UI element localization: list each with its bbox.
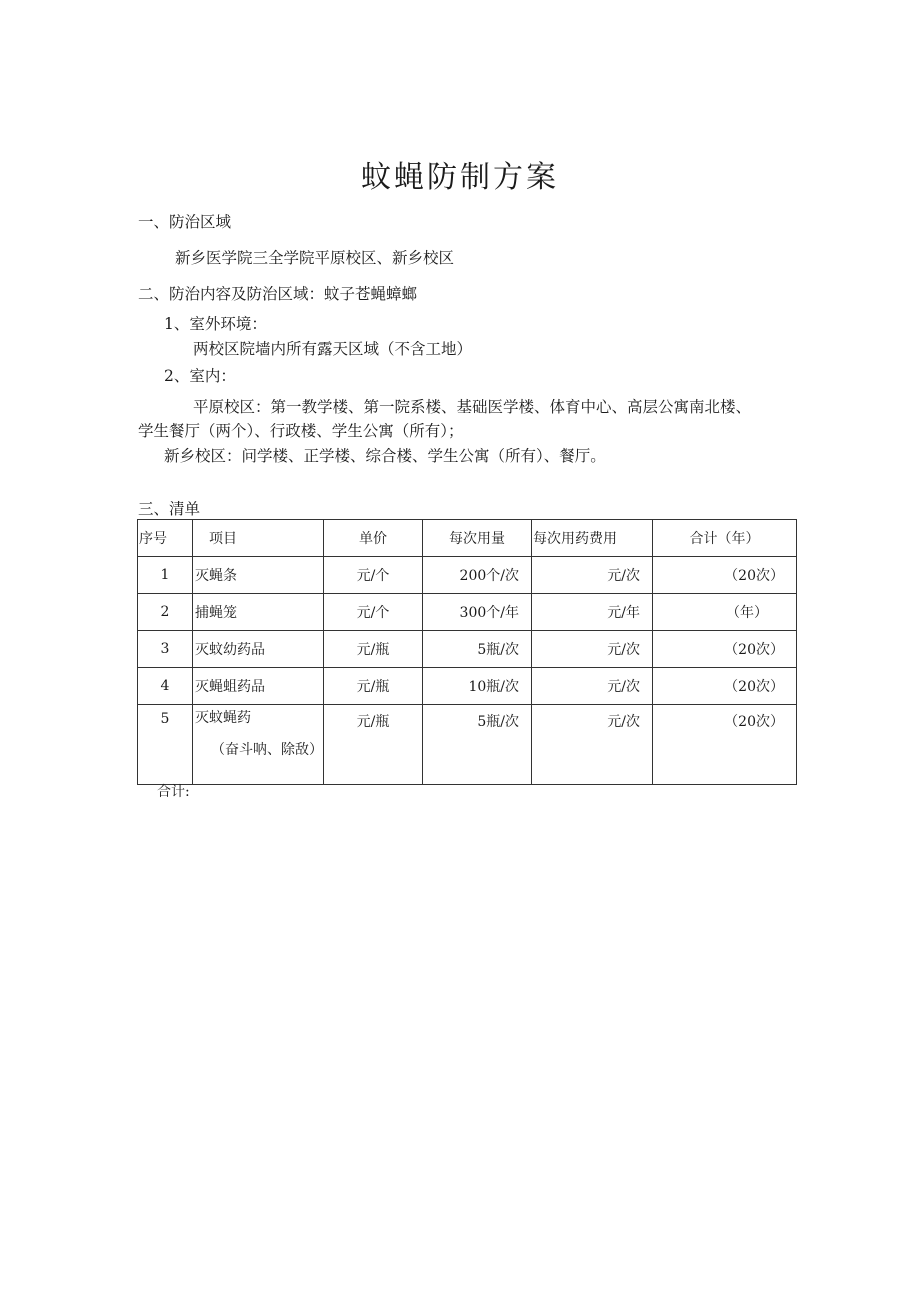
header-cell: 每次用量: [423, 520, 532, 557]
row-item: 灭蚊蝇药: [195, 710, 251, 726]
section-1-text: 新乡医学院三全学院平原校区、新乡校区: [175, 249, 455, 267]
section-1-heading: 一、防治区域: [138, 213, 232, 231]
row-price: 元/瓶: [324, 631, 423, 668]
header-cell: 单价: [324, 520, 423, 557]
header-cell: 每次用药费用: [532, 520, 653, 557]
row-number: 3: [138, 631, 193, 668]
row-cost: 元/次: [532, 668, 653, 705]
header-cell: 序号: [138, 520, 193, 557]
section-2-heading: 二、防治内容及防治区域：蚊子苍蝇蟑螂: [138, 285, 418, 303]
row-total: （20次）: [653, 705, 797, 785]
row-total: （20次）: [653, 631, 797, 668]
checklist-table: [137, 519, 797, 785]
row-item-note: （奋斗呐、除敌）: [211, 742, 323, 758]
row-item: 灭蝇条: [193, 557, 324, 594]
table-row: [138, 705, 797, 785]
row-number: 1: [138, 557, 193, 594]
row-quantity: 200个/次: [423, 557, 532, 594]
section-3-heading: 三、清单: [138, 500, 201, 518]
section-2-item-1-text: 两校区院墙内所有露天区域（不含工地）: [193, 340, 473, 358]
row-total: （年）: [653, 594, 797, 631]
row-price: 元/瓶: [324, 668, 423, 705]
row-cost: 元/次: [532, 705, 653, 785]
row-quantity: 5瓶/次: [423, 705, 532, 785]
row-item: 灭蚊幼药品: [193, 631, 324, 668]
row-quantity: 5瓶/次: [423, 631, 532, 668]
table-row: [138, 668, 797, 705]
table-row: [138, 594, 797, 631]
row-item-cell: [193, 705, 324, 785]
row-price: 元/瓶: [324, 705, 423, 785]
table-row: [138, 631, 797, 668]
document-title: 蚊蝇防制方案: [361, 160, 559, 195]
row-total: （20次）: [653, 668, 797, 705]
row-total: （20次）: [653, 557, 797, 594]
row-cost: 元/次: [532, 557, 653, 594]
section-2-item-2-line-2: 学生餐厅（两个）、行政楼、学生公寓（所有）；: [138, 422, 464, 440]
table-row: [138, 557, 797, 594]
row-number: 2: [138, 594, 193, 631]
row-price: 元/个: [324, 557, 423, 594]
section-2-item-2-line-1: 平原校区：第一教学楼、第一院系楼、基础医学楼、体育中心、高层公寓南北楼、: [193, 398, 752, 416]
row-cost: 元/次: [532, 631, 653, 668]
row-quantity: 10瓶/次: [423, 668, 532, 705]
row-cost: 元/年: [532, 594, 653, 631]
header-cell: 合计（年）: [653, 520, 797, 557]
row-price: 元/个: [324, 594, 423, 631]
header-cell: 项目: [193, 520, 324, 557]
row-item: 灭蝇蛆药品: [193, 668, 324, 705]
table-header-row: [138, 520, 797, 557]
row-item: 捕蝇笼: [193, 594, 324, 631]
row-number: 4: [138, 668, 193, 705]
row-quantity: 300个/年: [423, 594, 532, 631]
row-number: 5: [138, 705, 193, 785]
section-2-item-2-line-3: 新乡校区：问学楼、正学楼、综合楼、学生公寓（所有）、餐厅。: [164, 447, 606, 465]
footer-total-label: 合计:: [157, 784, 190, 800]
section-2-item-2-label: 2、室内：: [164, 367, 236, 385]
section-2-item-1-label: 1、室外环境：: [164, 315, 267, 333]
